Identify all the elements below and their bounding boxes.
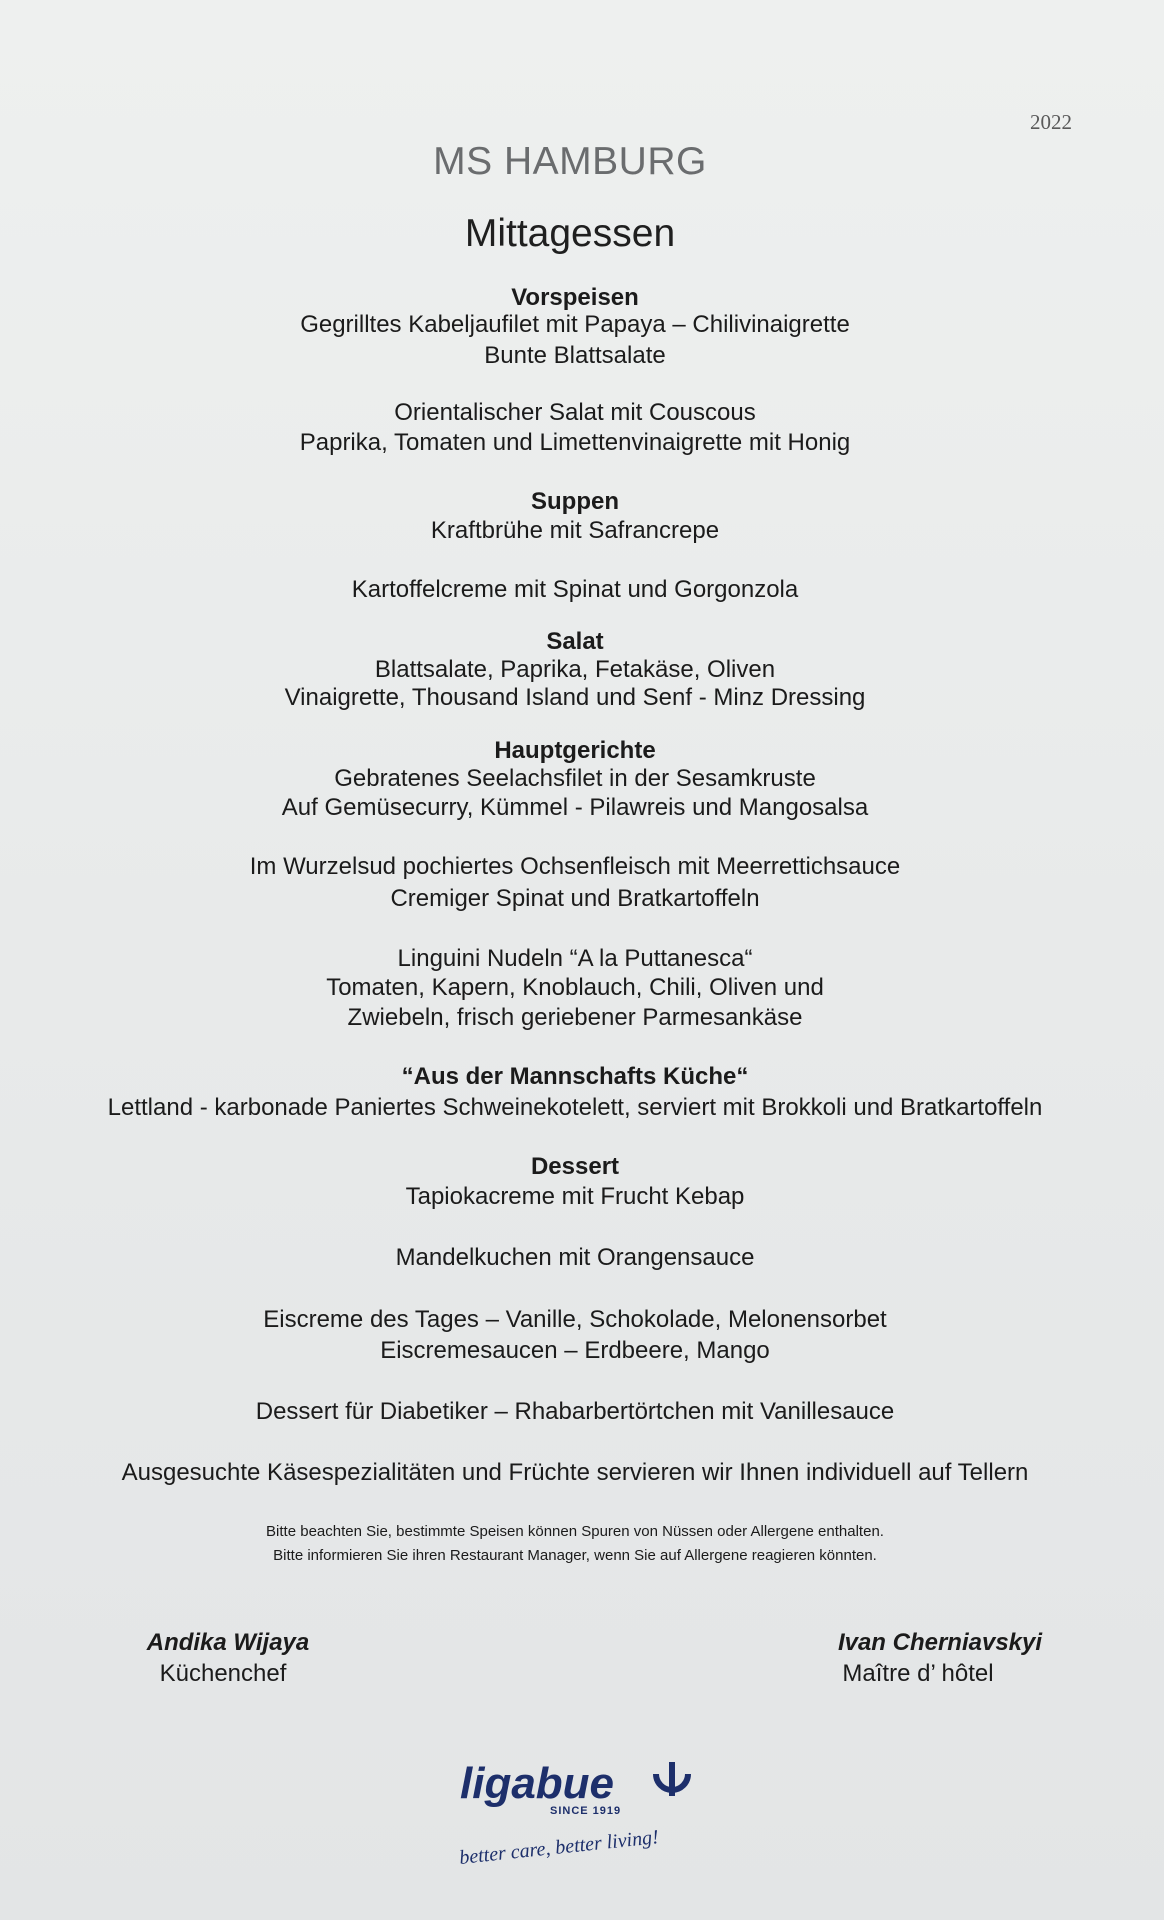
menu-item-line: Gebratenes Seelachsfilet in der Sesamkruste <box>334 765 816 792</box>
logo-brand: ligabue <box>460 1759 615 1808</box>
menu-item-line: Eiscremesaucen – Erdbeere, Mango <box>380 1337 770 1364</box>
section-heading-hauptgerichte: Hauptgerichte <box>494 737 656 764</box>
menu-item-line: Gegrilltes Kabeljaufilet mit Papaya – Chilivinaigrette <box>300 311 850 338</box>
section-heading-suppen: Suppen <box>531 488 619 515</box>
menu-item-line: Bunte Blattsalate <box>484 342 666 369</box>
menu-item-line: Vinaigrette, Thousand Island und Senf - Minz Dressing <box>284 684 866 711</box>
menu-item-line: Kraftbrühe mit Safrancrepe <box>430 517 720 544</box>
section-heading-salat: Salat <box>546 628 604 655</box>
menu-item-line: Auf Gemüsecurry, Kümmel - Pilawreis und Mangosalsa <box>281 794 869 821</box>
menu-item-line: Kartoffelcreme mit Spinat und Gorgonzola <box>351 576 799 603</box>
menu-item-line: Im Wurzelsud pochiertes Ochsenfleisch mit Meerrettichsauce <box>249 853 901 880</box>
ligabue-logo <box>460 1752 700 1907</box>
section-heading-dessert: Dessert <box>530 1153 620 1180</box>
allergen-notice-line: Bitte informieren Sie ihren Restaurant Manager, wenn Sie auf Allergene reagieren könnten. <box>273 1547 877 1564</box>
menu-item-line: Tomaten, Kapern, Knoblauch, Chili, Oliven und <box>326 974 824 1001</box>
meal-title: Mittagessen <box>464 212 676 255</box>
logo-since: SINCE 1919 <box>550 1805 622 1817</box>
section-heading-vorspeisen: Vorspeisen <box>511 284 639 311</box>
allergen-notice-line: Bitte beachten Sie, bestimmte Speisen können Spuren von Nüssen oder Allergene enthalten. <box>266 1523 884 1540</box>
year: 2022 <box>1030 110 1072 134</box>
menu-item-line: Orientalischer Salat mit Couscous <box>394 399 756 426</box>
ligabue-logo-graphic <box>460 1752 700 1902</box>
menu-item-line: Zwiebeln, frisch geriebener Parmesankäse <box>347 1004 803 1031</box>
menu-item-line: Tapiokacreme mit Frucht Kebap <box>405 1183 745 1210</box>
cheese-note: Ausgesuchte Käsespezialitäten und Früchte servieren wir Ihnen individuell auf Tellern <box>121 1459 1029 1486</box>
maitre-role: Maître d’ hôtel <box>842 1660 994 1687</box>
menu-item-line: Lettland - karbonade Paniertes Schweinekotelett, serviert mit Brokkoli und Bratkartoffeln <box>107 1094 1043 1121</box>
ship-name: MS HAMBURG <box>433 140 707 183</box>
logo-tagline: better care, better living! <box>460 1826 660 1869</box>
menu-item-line: Eiscreme des Tages – Vanille, Schokolade, Melonensorbet <box>263 1306 887 1333</box>
chef-name: Andika Wijaya <box>146 1629 310 1656</box>
chef-role: Küchenchef <box>159 1660 287 1687</box>
maitre-name: Ivan Cherniavskyi <box>837 1629 1043 1656</box>
section-heading-crew: “Aus der Mannschafts Küche“ <box>401 1063 749 1090</box>
menu-item-line: Dessert für Diabetiker – Rhabarbertörtchen mit Vanillesauce <box>255 1398 895 1425</box>
menu-item-line: Linguini Nudeln “A la Puttanesca“ <box>397 945 753 972</box>
menu-item-line: Paprika, Tomaten und Limettenvinaigrette mit Honig <box>299 429 851 456</box>
menu-item-line: Cremiger Spinat und Bratkartoffeln <box>390 885 760 912</box>
menu-item-line: Mandelkuchen mit Orangensauce <box>395 1244 755 1271</box>
anchor-icon <box>656 1762 688 1796</box>
menu-item-line: Blattsalate, Paprika, Fetakäse, Oliven <box>374 656 776 683</box>
